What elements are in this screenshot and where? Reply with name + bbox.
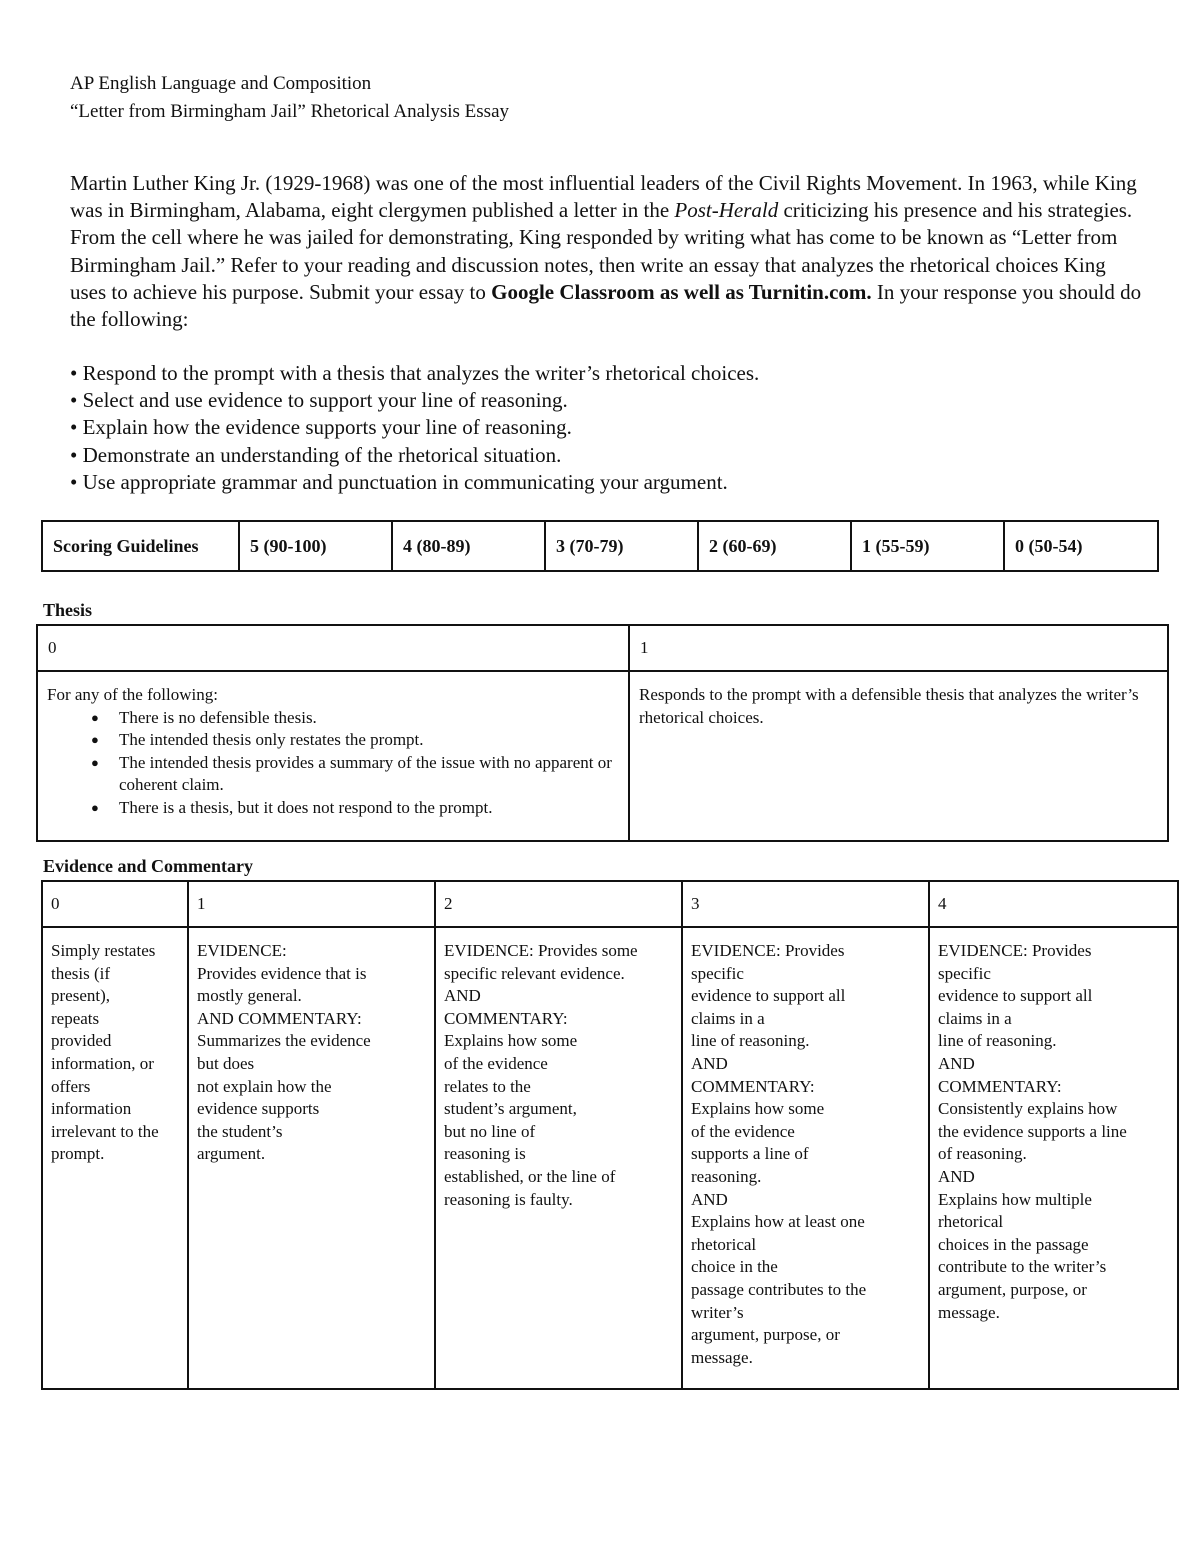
score-band: 0 (50-54) (1004, 521, 1158, 571)
evidence-cell-line: AND (691, 1053, 728, 1073)
evidence-score-1-cell (188, 927, 435, 1389)
requirement-item: • Select and use evidence to support your line of reasoning. (70, 388, 568, 413)
evidence-cell-line: Explains how at least one (691, 1212, 865, 1232)
evidence-cell-line: AND (938, 1166, 975, 1186)
newspaper-name: Post-Herald (674, 198, 779, 223)
evidence-cell-line: claims in a (691, 1008, 765, 1028)
thesis-zero-list (47, 707, 619, 820)
evidence-cell-line: the evidence supports a line (938, 1121, 1127, 1141)
thesis-zero-item: ● There is no defensible thesis. (91, 707, 619, 730)
evidence-cell-line: passage contributes to the (691, 1279, 867, 1299)
prompt-text-3: In your response you should do the following: (70, 279, 1142, 332)
evidence-cell-line: offers (51, 1076, 91, 1096)
evidence-cell-line: line of reasoning. (938, 1031, 1057, 1051)
assignment-title: “Letter from Birmingham Jail” Rhetorical Analysis Essay (70, 101, 510, 122)
evidence-cell-line: writer’s (691, 1302, 744, 1322)
evidence-cell-line: not explain how the (197, 1076, 332, 1096)
evidence-cell-line: Summarizes the evidence (197, 1031, 371, 1051)
thesis-zero-intro: For any of the following: (47, 685, 218, 704)
evidence-cell-line: reasoning is faulty. (444, 1189, 573, 1209)
thesis-zero-item: ● The intended thesis only restates the prompt. (91, 729, 619, 752)
thesis-score-header: 1 (629, 625, 1168, 671)
evidence-cell-line: message. (938, 1302, 1000, 1322)
requirements-list (70, 360, 1145, 496)
evidence-rubric-table (41, 880, 1179, 1390)
evidence-score-header: 0 (42, 881, 188, 927)
thesis-score-header: 0 (37, 625, 629, 671)
evidence-cell-line: specific relevant evidence. (444, 963, 625, 983)
evidence-cell-line: student’s argument, (444, 1099, 577, 1119)
evidence-cell-line: argument. (197, 1144, 266, 1164)
evidence-score-header: 4 (929, 881, 1178, 927)
evidence-cell-line: of the evidence (444, 1053, 548, 1073)
assignment-prompt (70, 170, 1145, 333)
evidence-cell-line: EVIDENCE: (197, 941, 287, 960)
thesis-rubric-table (36, 624, 1169, 842)
score-band: 3 (70-79) (545, 521, 698, 571)
evidence-score-3-cell (682, 927, 929, 1389)
evidence-cell-line: evidence to support all (938, 986, 1093, 1006)
submission-target: Google Classroom as well as Turnitin.com. (491, 279, 872, 304)
prompt-text-2: criticizing his presence and his strategies. From the cell where he was jailed for demonstrating, King responded by writing what has come to be known as “Letter from Birmingham Jail.” Refer to your reading and discussion notes, then write an essay that analyzes the rhetorical choices King uses to achieve his purpose. Submit your essay to (70, 198, 1133, 304)
evidence-cell-line: evidence supports (197, 1099, 320, 1119)
thesis-heading: Thesis (43, 600, 93, 620)
evidence-cell-line: argument, purpose, or (938, 1279, 1087, 1299)
evidence-cell-line: supports a line of (691, 1144, 809, 1164)
evidence-cell-line: irrelevant to the (51, 1121, 159, 1141)
scoring-label: Scoring Guidelines (42, 521, 239, 571)
evidence-score-header: 3 (682, 881, 929, 927)
thesis-zero-item: ● The intended thesis provides a summary of the issue with no apparent or coherent claim. (91, 752, 619, 797)
evidence-cell-line: COMMENTARY: (691, 1076, 815, 1096)
evidence-cell-line: COMMENTARY: (938, 1076, 1062, 1096)
evidence-cell-line: Explains how some (444, 1031, 578, 1051)
prompt-text-1: Martin Luther King Jr. (1929-1968) was one of the most influential leaders of the Civil Rights Movement. In 1963, while King was in Birmingham, Alabama, eight clergymen published a letter in the (70, 171, 1137, 223)
evidence-cell-line: repeats (51, 1008, 100, 1028)
evidence-cell-line: mostly general. (197, 986, 302, 1006)
evidence-cell-line: rhetorical (691, 1234, 757, 1254)
evidence-cell-line: specific (691, 963, 744, 983)
score-band: 1 (55-59) (851, 521, 1004, 571)
evidence-cell-line: contribute to the writer’s (938, 1257, 1107, 1277)
evidence-cell-line: specific (938, 963, 991, 983)
scoring-guidelines-table (41, 520, 1159, 572)
evidence-score-2-cell (435, 927, 682, 1389)
evidence-cell-line: Provides evidence that is (197, 963, 367, 983)
score-band: 4 (80-89) (392, 521, 545, 571)
evidence-score-4-cell (929, 927, 1178, 1389)
thesis-score-0-cell (37, 671, 629, 841)
requirement-item: • Respond to the prompt with a thesis that analyzes the writer’s rhetorical choices. (70, 361, 760, 385)
evidence-cell-line: rhetorical (938, 1212, 1004, 1232)
evidence-cell-line: message. (691, 1347, 753, 1367)
thesis-score-1-cell: Responds to the prompt with a defensible thesis that analyzes the writer’s rhetorical choices. (629, 671, 1168, 841)
evidence-cell-line: reasoning. (691, 1166, 762, 1186)
evidence-cell-line: evidence to support all (691, 986, 846, 1006)
evidence-cell-line: AND (444, 986, 481, 1006)
evidence-cell-line: information, or (51, 1053, 154, 1073)
evidence-cell-line: argument, purpose, or (691, 1325, 840, 1345)
score-band: 2 (60-69) (698, 521, 851, 571)
evidence-cell-line: line of reasoning. (691, 1031, 810, 1051)
evidence-cell-line: thesis (if (51, 963, 111, 983)
evidence-cell-line: choice in the (691, 1257, 778, 1277)
evidence-cell-line: of reasoning. (938, 1144, 1027, 1164)
evidence-cell-line: choices in the passage (938, 1234, 1089, 1254)
evidence-cell-line: AND COMMENTARY: (197, 1008, 362, 1028)
evidence-cell-line: EVIDENCE: Provides some (444, 941, 638, 960)
evidence-cell-line: information (51, 1099, 132, 1119)
evidence-cell-line: Explains how multiple (938, 1189, 1092, 1209)
requirement-item: • Use appropriate grammar and punctuation in communicating your argument. (70, 469, 728, 494)
evidence-cell-line: AND (938, 1053, 975, 1073)
evidence-cell-line: Simply restates (51, 941, 156, 960)
course-title: AP English Language and Composition (70, 73, 372, 94)
evidence-cell-line: the student’s (197, 1121, 283, 1141)
evidence-cell-line: claims in a (938, 1008, 1012, 1028)
evidence-cell-line: EVIDENCE: Provides (938, 941, 1092, 960)
evidence-cell-line: EVIDENCE: Provides (691, 941, 845, 960)
requirement-item: • Demonstrate an understanding of the rhetorical situation. (70, 442, 562, 467)
evidence-cell-line: but no line of (444, 1121, 536, 1141)
score-band: 5 (90-100) (239, 521, 392, 571)
evidence-cell-line: provided (51, 1031, 112, 1051)
evidence-cell-line: AND (691, 1189, 728, 1209)
evidence-cell-line: established, or the line of (444, 1166, 616, 1186)
evidence-cell-line: relates to the (444, 1076, 531, 1096)
evidence-heading: Evidence and Commentary (43, 856, 253, 876)
evidence-score-header: 1 (188, 881, 435, 927)
requirement-item: • Explain how the evidence supports your line of reasoning. (70, 415, 572, 440)
evidence-cell-line: prompt. (51, 1144, 105, 1164)
evidence-score-header: 2 (435, 881, 682, 927)
evidence-cell-line: Consistently explains how (938, 1099, 1118, 1119)
evidence-cell-line: Explains how some (691, 1099, 825, 1119)
evidence-cell-line: present), (51, 986, 111, 1006)
evidence-cell-line: COMMENTARY: (444, 1008, 568, 1028)
evidence-score-0-cell (42, 927, 188, 1389)
evidence-cell-line: of the evidence (691, 1121, 795, 1141)
evidence-cell-line: but does (197, 1053, 255, 1073)
evidence-cell-line: reasoning is (444, 1144, 526, 1164)
thesis-zero-item: ● There is a thesis, but it does not respond to the prompt. (91, 797, 619, 820)
